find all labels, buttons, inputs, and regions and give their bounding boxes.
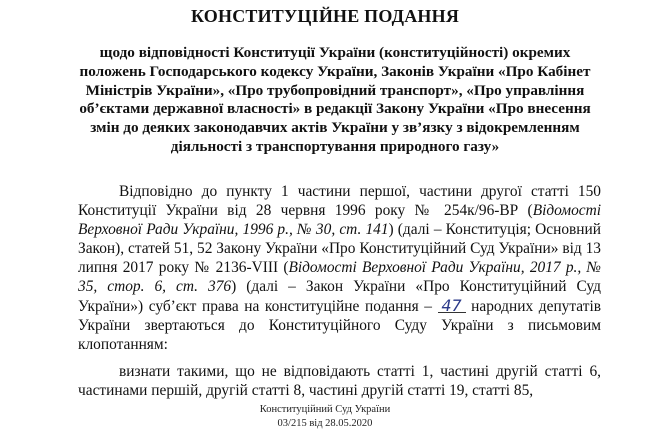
document-body <box>78 182 601 400</box>
registration-stamp <box>0 403 650 431</box>
paragraph-1-text-1: Відповідно до пункту 1 частини першої, частини другої статті 150 Конституції України від 28 червня 1996 року № 254к/96-ВР ( <box>78 183 601 219</box>
stamp-registration-number: 03/215 від 28.05.2020 <box>277 418 373 429</box>
handwritten-deputies-count: 47 <box>438 296 466 315</box>
paragraph-2: визнати такими, що не відповідають статті 1, частині другій статті 6, частинами першій, другій статті 8, частині другій статті 19, статті 85, <box>78 363 601 399</box>
citation-constitution: Відомості Верховної Ради України, 1996 р., № 30, ст. 141 <box>78 202 601 238</box>
document-subtitle: щодо відповідності Конституції України (конституційності) окремих положень Господарського кодексу України, Законів України «Про Кабінет Міністрів України», «Про трубопровідний транспорт», «Про управління об’єктами державної власності» в редакції Закону України «Про внесення змін до деяких законодавчих актів України у зв’язку з відокремленням діяльності з транспортування природного газу» <box>79 44 591 155</box>
stamp-court-name: Конституційний Суд України <box>259 404 391 415</box>
paragraph-1-text-3: ) (далі – Закон України «Про Конституційний Суд України») суб’єкт права на конституційне подання – <box>78 278 601 315</box>
citation-law: Відомості Верховної Ради України, 2017 р., № 35, стор. 6, ст. 376 <box>78 259 601 295</box>
paragraph-1-text-4: народних депутатів України звертаються до Конституційного Суду України з письмовим клопотанням: <box>78 298 601 353</box>
paragraph-1 <box>78 182 601 354</box>
paragraph-1-text-2: ) (далі – Конституція; Основний Закон), статей 51, 52 Закону України «Про Конституційний Суд України» від 13 липня 2017 року № 2136-VIII ( <box>78 221 601 276</box>
document-title: КОНСТИТУЦІЙНЕ ПОДАННЯ <box>190 6 460 26</box>
